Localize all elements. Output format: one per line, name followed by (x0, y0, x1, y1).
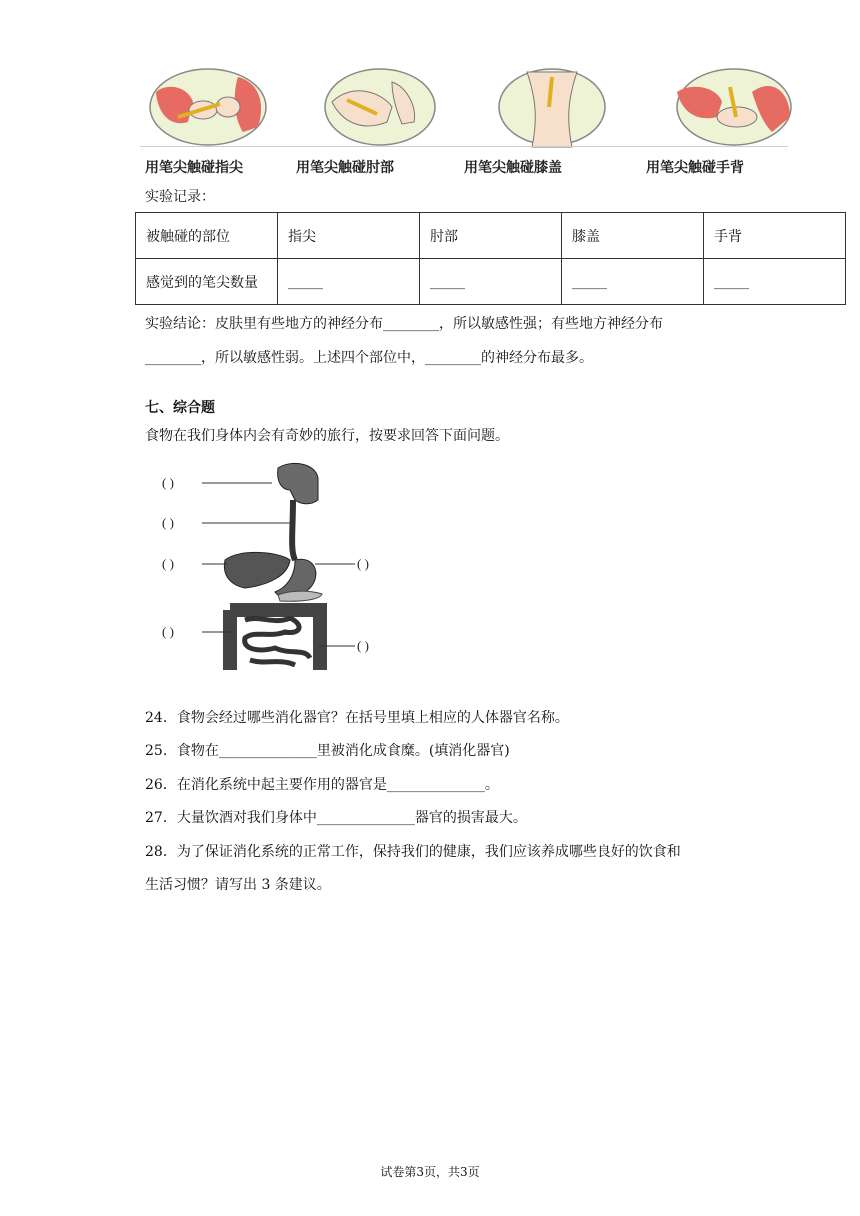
conclusion-line-2: ________，所以敏感性弱。上述四个部位中，________的神经分布最多。 (145, 350, 593, 366)
caption-hand-back: 用笔尖触碰手背 (646, 160, 744, 176)
record-label: 实验记录： (145, 189, 215, 205)
answer-blank[interactable]: _____ (562, 259, 704, 305)
fingertip-illustration (148, 62, 308, 162)
table-cell: 感觉到的笔尖数量 (136, 259, 278, 305)
hand-back-illustration (672, 62, 832, 162)
digestive-system-diagram (150, 460, 410, 690)
question-24: 24．食物会经过哪些消化器官？在括号里填上相应的人体器官名称。 (145, 710, 569, 726)
question-27: 27．大量饮酒对我们身体中______________器官的损害最大。 (145, 810, 527, 826)
question-26: 26．在消化系统中起主要作用的器官是______________。 (145, 777, 499, 793)
table-cell: 手背 (704, 213, 846, 259)
page-footer: 试卷第3页，共3页 (380, 1165, 480, 1179)
answer-blank[interactable]: _____ (278, 259, 420, 305)
blank-bracket[interactable]: ( ) (162, 475, 174, 490)
answer-blank[interactable]: _____ (420, 259, 562, 305)
mouth-icon (278, 463, 318, 503)
pancreas-icon (278, 591, 322, 601)
knee-illustration (497, 62, 657, 162)
table-cell: 肘部 (420, 213, 562, 259)
conclusion-line-1: 实验结论：皮肤里有些地方的神经分布________，所以敏感性强；有些地方神经分布 (145, 316, 663, 332)
blank-bracket[interactable]: ( ) (357, 556, 369, 571)
caption-fingertip: 用笔尖触碰指尖 (145, 160, 243, 176)
blank-bracket[interactable]: ( ) (162, 556, 174, 571)
liver-icon (224, 552, 290, 588)
section-intro: 食物在我们身体内会有奇妙的旅行，按要求回答下面问题。 (145, 428, 509, 444)
small-intestine-icon (245, 618, 310, 665)
esophagus-icon (292, 500, 295, 560)
experiment-record-table (135, 212, 846, 305)
caption-elbow: 用笔尖触碰肘部 (296, 160, 394, 176)
question-28-line-1: 28．为了保证消化系统的正常工作，保持我们的健康，我们应该养成哪些良好的饮食和 (145, 844, 681, 860)
table-row (136, 213, 846, 259)
table-row (136, 259, 846, 305)
table-cell: 指尖 (278, 213, 420, 259)
caption-knee: 用笔尖触碰膝盖 (464, 160, 562, 176)
table-cell: 膝盖 (562, 213, 704, 259)
divider (140, 146, 788, 147)
blank-bracket[interactable]: ( ) (357, 638, 369, 653)
question-25: 25．食物在______________里被消化成食糜。(填消化器官) (145, 743, 510, 759)
elbow-illustration (322, 62, 482, 162)
answer-blank[interactable]: _____ (704, 259, 846, 305)
blank-bracket[interactable]: ( ) (162, 624, 174, 639)
table-cell: 被触碰的部位 (136, 213, 278, 259)
blank-bracket[interactable]: ( ) (162, 515, 174, 530)
question-28-line-2: 生活习惯？请写出 3 条建议。 (145, 877, 331, 893)
section-title: 七、综合题 (145, 400, 215, 416)
